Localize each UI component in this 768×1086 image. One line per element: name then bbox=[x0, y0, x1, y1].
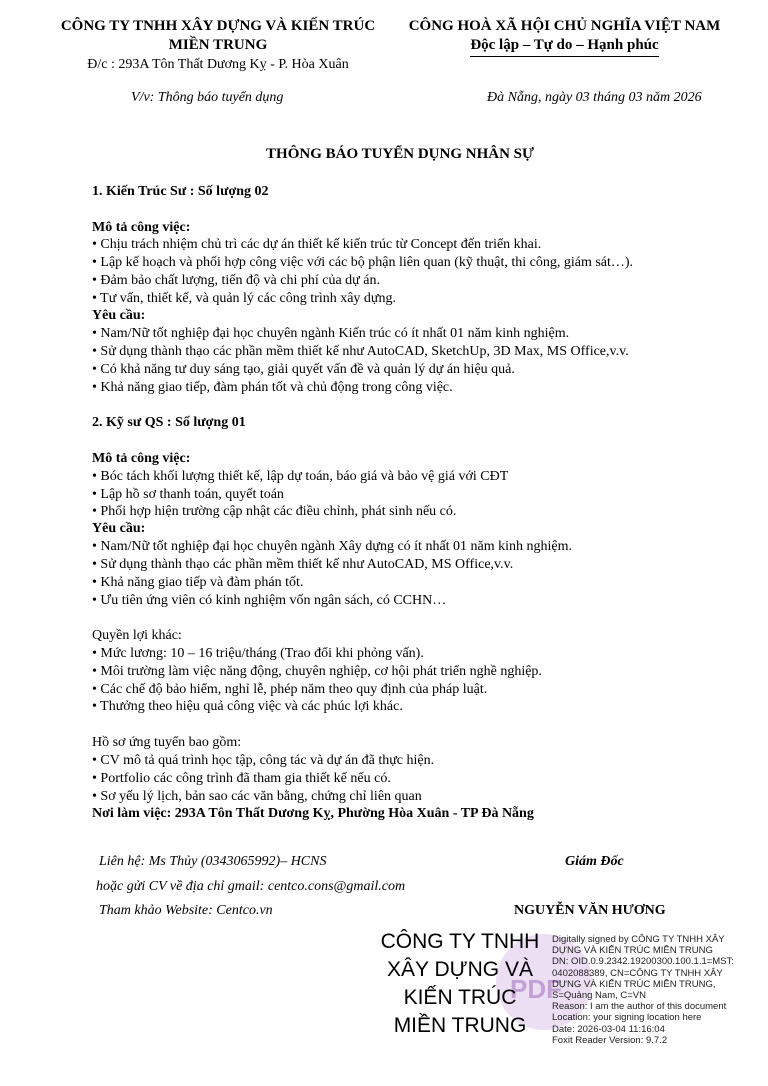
list-item: • Sử dụng thành thạo các phần mềm thiết kế như AutoCAD, SketchUp, 3D Max, MS Office,v.v. bbox=[92, 344, 629, 359]
signature-details bbox=[552, 934, 734, 1046]
list-item: • Sơ yếu lý lịch, bản sao các văn bằng, chứng chỉ liên quan bbox=[92, 789, 422, 804]
signature-detail-line: DN: OID.0.9.2342.19200300.100.1.1=MST: bbox=[552, 956, 734, 968]
list-item: • Phối hợp hiện trường cập nhật các điều chỉnh, phát sinh nếu có. bbox=[92, 504, 457, 519]
list-item: • CV mô tả quá trình học tập, công tác và dự án đã thực hiện. bbox=[92, 753, 435, 768]
list-item: • Chịu trách nhiệm chủ trì các dự án thiết kế kiến trúc từ Concept đến triển khai. bbox=[92, 237, 542, 252]
nation-header bbox=[392, 17, 737, 57]
list-item: • Nam/Nữ tốt nghiệp đại học chuyên ngành Xây dựng có ít nhất 01 năm kinh nghiệm. bbox=[92, 539, 573, 554]
job2-heading: 2. Kỹ sư QS : Số lượng 01 bbox=[92, 415, 246, 430]
document-title: THÔNG BÁO TUYỂN DỤNG NHÂN SỰ bbox=[266, 146, 534, 162]
list-item: • Sử dụng thành thạo các phần mềm thiết kế như AutoCAD, MS Office,v.v. bbox=[92, 557, 514, 572]
signature-detail-line: Foxit Reader Version: 9.7.2 bbox=[552, 1034, 668, 1046]
job2-req-title: Yêu cầu: bbox=[92, 521, 146, 536]
signature-company bbox=[360, 928, 560, 1040]
contact-website: Tham khảo Website: Centco.vn bbox=[99, 903, 273, 918]
contact-person: Liên hệ: Ms Thủy (0343065992)– HCNS bbox=[99, 854, 327, 869]
job1-desc-title: Mô tả công việc: bbox=[92, 220, 191, 235]
signature-detail-line: 0402088389, CN=CÔNG TY TNHH XÂY bbox=[552, 967, 723, 979]
list-item: • Bóc tách khối lượng thiết kế, lập dự toán, báo giá và bảo vệ giá với CĐT bbox=[92, 469, 509, 484]
digital-signature[interactable] bbox=[360, 924, 760, 1048]
nation-title: CÔNG HOÀ XÃ HỘI CHỦ NGHĨA VIỆT NAM bbox=[408, 18, 721, 34]
document-subject: V/v: Thông báo tuyển dụng bbox=[131, 90, 284, 105]
signature-detail-line: S=Quảng Nam, C=VN bbox=[552, 990, 646, 1002]
list-item: • Môi trường làm việc năng động, chuyên nghiệp, cơ hội phát triển nghề nghiệp. bbox=[92, 664, 542, 679]
list-item: • Các chế độ bảo hiểm, nghỉ lễ, phép năm theo quy định của pháp luật. bbox=[92, 682, 488, 697]
signature-detail-line: Digitally signed by CÔNG TY TNHH XÂY bbox=[552, 934, 725, 945]
signature-detail-line: Reason: I am the author of this document bbox=[552, 1001, 727, 1013]
job2-desc-title: Mô tả công việc: bbox=[92, 451, 191, 466]
list-item: • Đảm bảo chất lượng, tiến độ và chi phí của dự án. bbox=[92, 273, 380, 288]
contact-email: hoặc gửi CV về địa chỉ gmail: centco.cons@gmail.com bbox=[96, 879, 406, 894]
company-name-line2: MIỀN TRUNG bbox=[168, 37, 268, 53]
company-header bbox=[40, 17, 396, 74]
signature-detail-line: DỰNG VÀ KIẾN TRÚC MIỀN TRUNG bbox=[552, 945, 713, 957]
signature-company-line: MIỀN TRUNG bbox=[393, 1014, 527, 1037]
signature-company-line: CÔNG TY TNHH bbox=[380, 930, 540, 953]
job1-heading: 1. Kiến Trúc Sư : Số lượng 02 bbox=[92, 184, 269, 199]
list-item: • Có khả năng tư duy sáng tạo, giải quyết vấn đề và quản lý dự án hiệu quả. bbox=[92, 362, 515, 377]
signer-name: NGUYỄN VĂN HƯƠNG bbox=[514, 903, 666, 918]
nation-motto: Độc lập – Tự do – Hạnh phúc bbox=[470, 36, 658, 57]
signature-company-line: XÂY DỰNG VÀ bbox=[387, 958, 533, 981]
list-item: • Khả năng giao tiếp, đàm phán tốt và chủ động trong công việc. bbox=[92, 380, 453, 395]
list-item: • Nam/Nữ tốt nghiệp đại học chuyên ngành Kiến trúc có ít nhất 01 năm kinh nghiệm. bbox=[92, 326, 570, 341]
application-title: Hồ sơ ứng tuyển bao gồm: bbox=[92, 735, 242, 750]
list-item: • Portfolio các công trình đã tham gia thiết kế nếu có. bbox=[92, 771, 391, 786]
document-date: Đà Nẵng, ngày 03 tháng 03 năm 2026 bbox=[487, 90, 702, 105]
benefits-title: Quyền lợi khác: bbox=[92, 628, 182, 643]
list-item: • Lập kế hoạch và phối hợp công việc với các bộ phận liên quan (kỹ thuật, thi công, giám sát…). bbox=[92, 255, 634, 270]
signature-detail-line: Location: your signing location here bbox=[552, 1012, 702, 1024]
company-name-line1: CÔNG TY TNHH XÂY DỰNG VÀ KIẾN TRÚC bbox=[60, 18, 376, 34]
workplace: Nơi làm việc: 293A Tôn Thất Dương Kỵ, Phường Hòa Xuân - TP Đà Nẵng bbox=[92, 806, 534, 821]
list-item: • Lập hồ sơ thanh toán, quyết toán bbox=[92, 487, 284, 502]
signature-detail-line: Date: 2026-03-04 11:16:04 bbox=[552, 1023, 665, 1035]
list-item: • Thưởng theo hiệu quả công việc và các phúc lợi khác. bbox=[92, 699, 403, 714]
list-item: • Mức lương: 10 – 16 triệu/tháng (Trao đổi khi phỏng vấn). bbox=[92, 646, 424, 661]
list-item: • Khả năng giao tiếp và đàm phán tốt. bbox=[92, 575, 304, 590]
job1-req-title: Yêu cầu: bbox=[92, 308, 146, 323]
company-address: Đ/c : 293A Tôn Thất Dương Kỵ - P. Hòa Xuân bbox=[87, 57, 349, 72]
list-item: • Tư vấn, thiết kế, và quản lý các công trình xây dựng. bbox=[92, 291, 397, 306]
signature-detail-line: DỰNG VÀ KIẾN TRÚC MIỀN TRUNG, bbox=[552, 978, 716, 990]
signer-role: Giám Đốc bbox=[565, 854, 624, 869]
signature-company-line: KIẾN TRÚC bbox=[403, 986, 517, 1009]
list-item: • Ưu tiên ứng viên có kinh nghiệm vốn ngân sách, có CCHN… bbox=[92, 593, 447, 608]
seal-watermark-text: PDF bbox=[510, 974, 562, 1004]
